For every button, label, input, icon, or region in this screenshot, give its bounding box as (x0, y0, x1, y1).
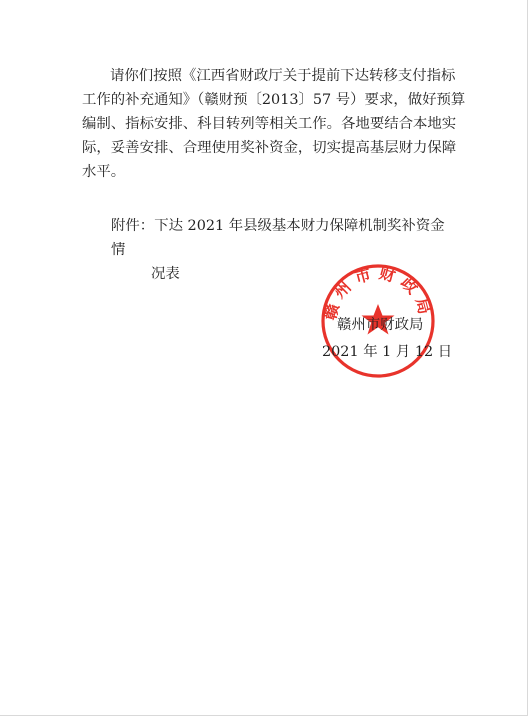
issue-date: 2021 年 1 月 12 日 (322, 344, 453, 360)
body-line-1: 请你们按照《江西省财政厅关于提前下达转移支付指标 (110, 68, 456, 84)
body-line-2: 工作的补充通知》（赣财预〔2013〕57 号）要求，做好预算 (82, 92, 466, 108)
body-line-3: 编制、指标安排、科目转列等相关工作。各地要结合本地实 (82, 116, 457, 132)
body-line-5: 水平。 (82, 164, 126, 180)
attachment-label: 附件： (111, 218, 155, 234)
body-paragraph (82, 64, 466, 184)
attachment-title-line-2: 况表 (151, 266, 180, 282)
signer-name: 赣州市财政局 (337, 317, 424, 333)
body-line-4: 际，妥善安排、合理使用奖补资金，切实提高基层财力保障 (82, 140, 457, 156)
attachment-title-line-1: 下达 2021 年县级基本财力保障机制奖补资金情 (111, 218, 445, 258)
seal-text-path: 赣州市财政局 (320, 263, 436, 322)
